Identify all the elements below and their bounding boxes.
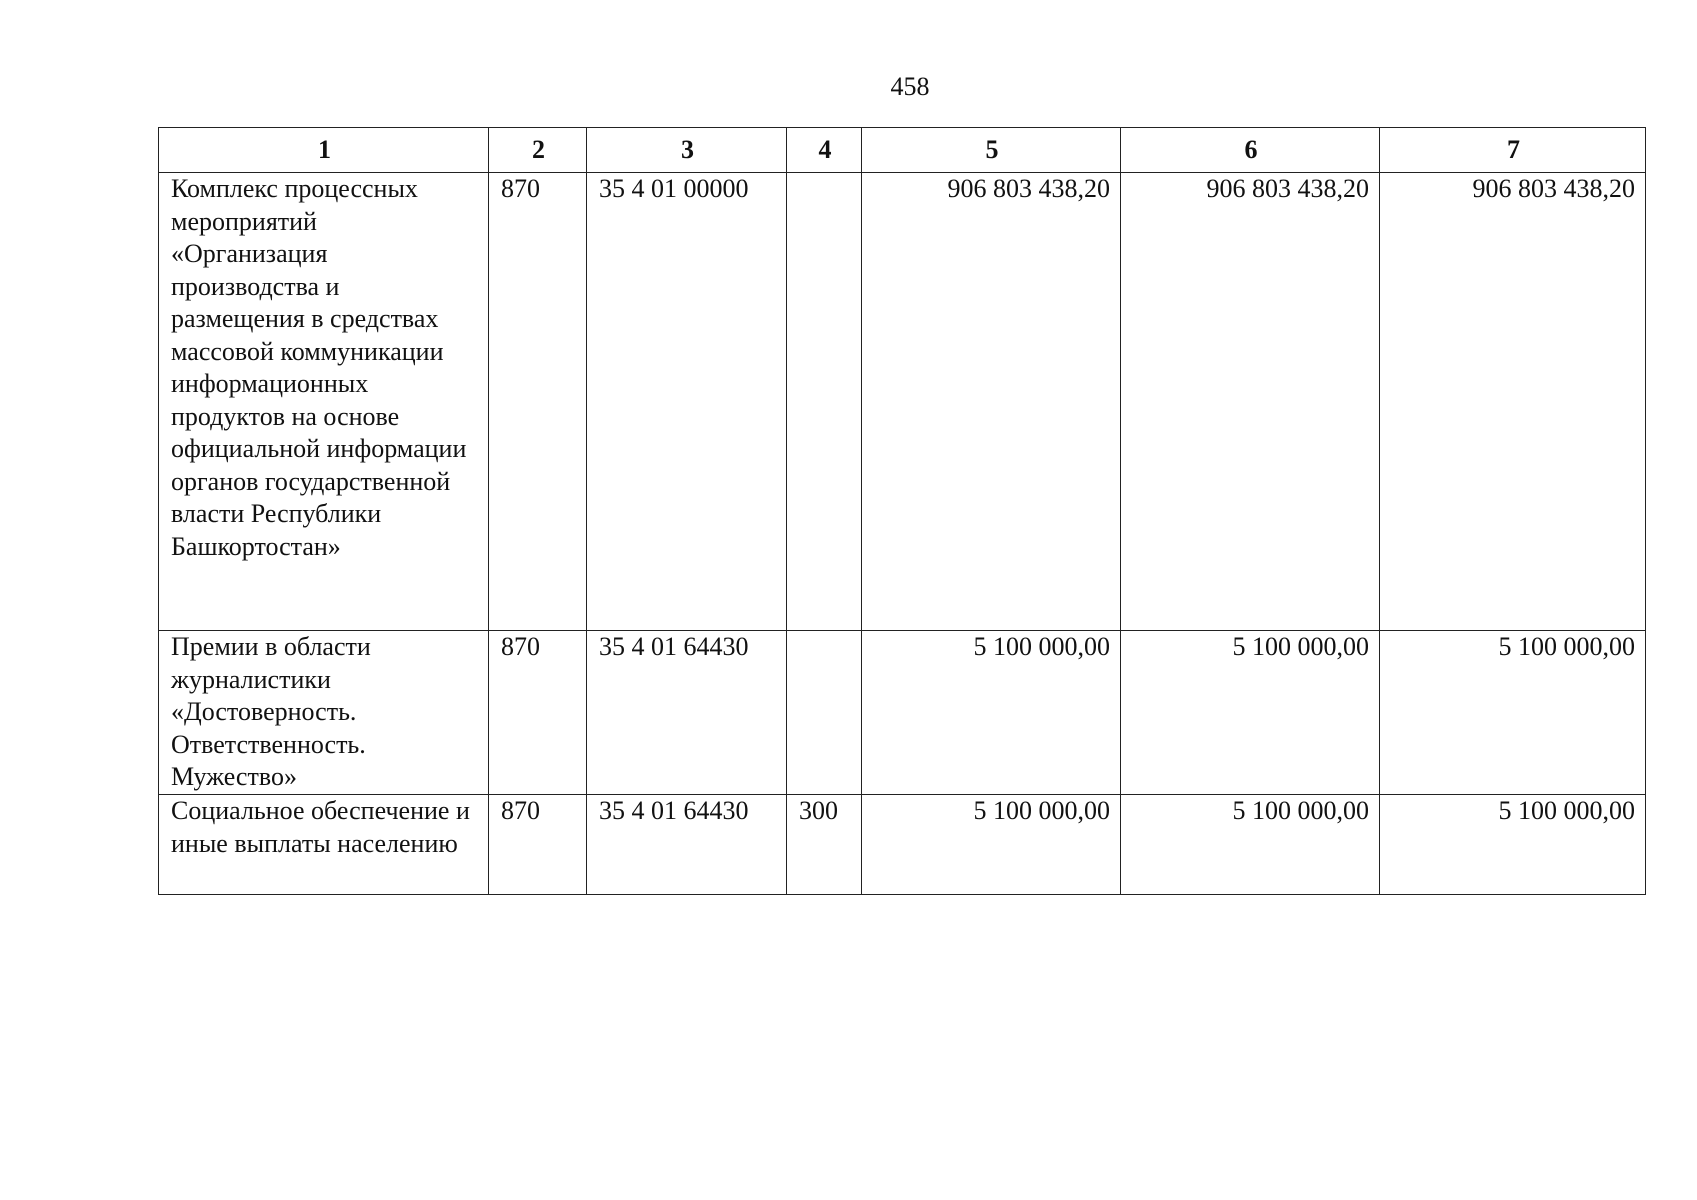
column-header: 1 xyxy=(159,128,489,173)
col6-cell: 5 100 000,00 xyxy=(1121,631,1380,795)
col6-cell: 906 803 438,20 xyxy=(1121,173,1380,631)
column-header: 2 xyxy=(489,128,587,173)
table-row xyxy=(159,173,1646,631)
col2-cell: 870 xyxy=(489,795,587,895)
column-header: 5 xyxy=(862,128,1121,173)
col3-cell: 35 4 01 64430 xyxy=(587,795,787,895)
col7-cell: 906 803 438,20 xyxy=(1380,173,1646,631)
col2-cell: 870 xyxy=(489,173,587,631)
row-name-cell: Премии в области журналистики «Достоверность. Ответственность. Мужество» xyxy=(159,631,489,795)
row-name-cell: Комплекс процессных мероприятий «Организация производства и размещения в средствах массовой коммуникации информационных продуктов на основе официальной информации органов государственной власти Республики Башкортостан» xyxy=(159,173,489,631)
row-name-cell: Социальное обеспечение и иные выплаты населению xyxy=(159,795,489,895)
col4-cell xyxy=(787,631,862,795)
col6-cell: 5 100 000,00 xyxy=(1121,795,1380,895)
col7-cell: 5 100 000,00 xyxy=(1380,795,1646,895)
column-header: 7 xyxy=(1380,128,1646,173)
table-row xyxy=(159,795,1646,895)
column-header: 6 xyxy=(1121,128,1380,173)
budget-table xyxy=(158,127,1646,895)
column-header: 4 xyxy=(787,128,862,173)
col5-cell: 906 803 438,20 xyxy=(862,173,1121,631)
page-number: 458 xyxy=(890,72,930,101)
col2-cell: 870 xyxy=(489,631,587,795)
col4-cell xyxy=(787,173,862,631)
col3-cell: 35 4 01 00000 xyxy=(587,173,787,631)
table-row xyxy=(159,631,1646,795)
col5-cell: 5 100 000,00 xyxy=(862,631,1121,795)
table-header-row xyxy=(159,128,1646,173)
col5-cell: 5 100 000,00 xyxy=(862,795,1121,895)
col3-cell: 35 4 01 64430 xyxy=(587,631,787,795)
col4-cell: 300 xyxy=(787,795,862,895)
col7-cell: 5 100 000,00 xyxy=(1380,631,1646,795)
column-header: 3 xyxy=(587,128,787,173)
